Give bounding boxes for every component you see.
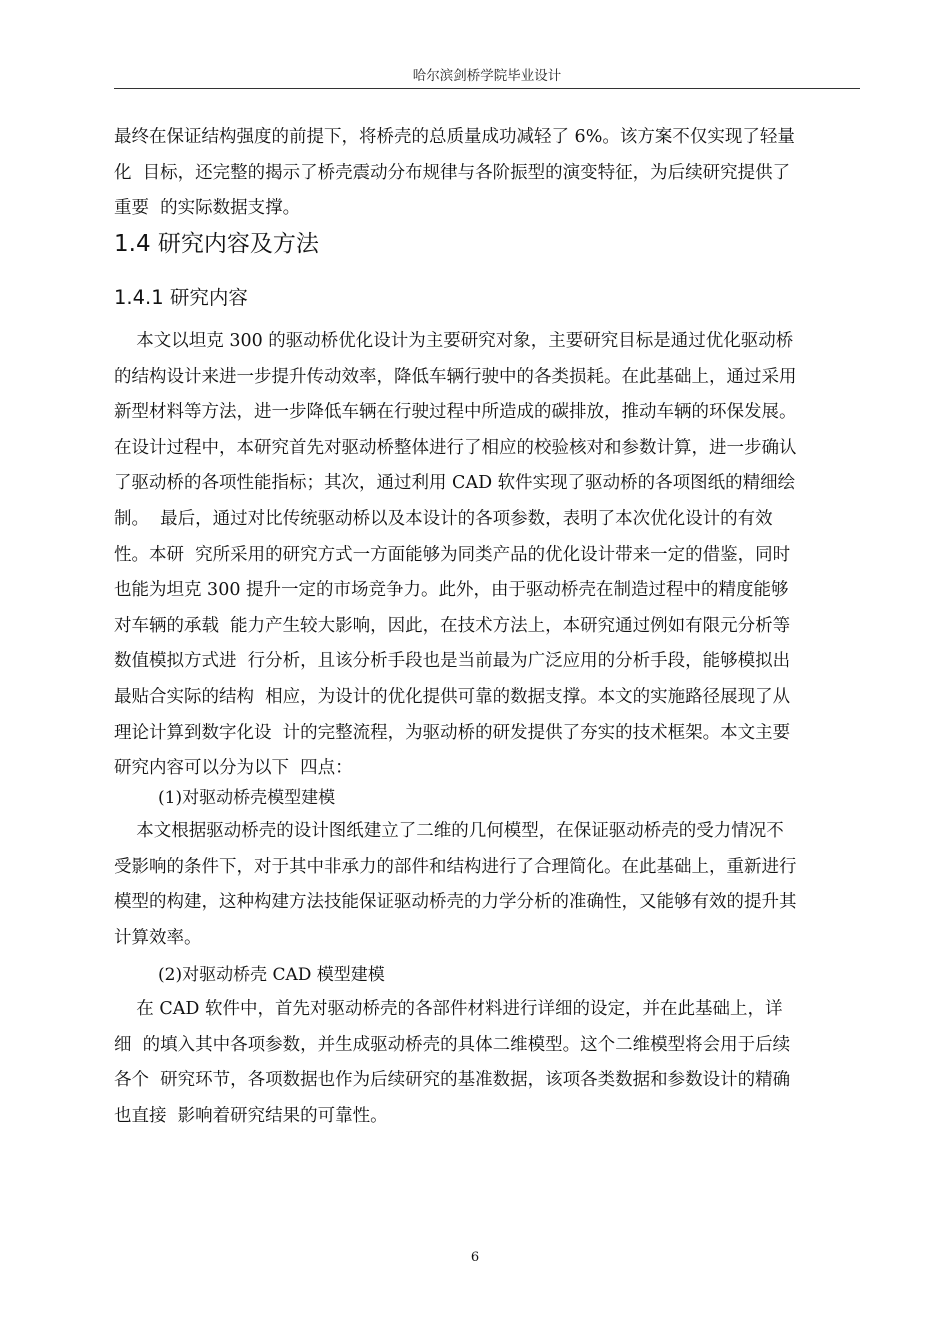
item-2-paragraph	[114, 992, 866, 1134]
section-heading: 1.4 研究内容及方法	[114, 231, 319, 257]
text-line: 的结构设计来进一步提升传动效率，降低车辆行驶中的各类损耗。在此基础上，通过采用	[114, 366, 797, 387]
text-line: 在设计过程中，本研究首先对驱动桥整体进行了相应的校验核对和参数计算，进一步确认	[114, 437, 797, 458]
text-line: 制。 最后，通过对比传统驱动桥以及本设计的各项参数，表明了本次优化设计的有效	[114, 508, 773, 529]
text-line: 也能为坦克 300 提升一定的市场竞争力。此外，由于驱动桥壳在制造过程中的精度能够	[114, 580, 789, 601]
text-line: 新型材料等方法，进一步降低车辆在行驶过程中所造成的碳排放，推动车辆的环保发展。	[114, 402, 797, 423]
text-line: 重要 的实际数据支撑。	[114, 198, 301, 219]
text-line: 细 的填入其中各项参数，并生成驱动桥壳的具体二维模型。这个二维模型将会用于后续	[114, 1034, 791, 1055]
text-line: 化 目标，还完整的揭示了桥壳震动分布规律与各阶振型的演变特征，为后续研究提供了	[114, 162, 791, 183]
item-1-paragraph	[114, 814, 866, 956]
header-divider	[114, 88, 860, 89]
page-number: 6	[470, 1250, 480, 1265]
text-line: 最终在保证结构强度的前提下，将桥壳的总质量成功减轻了 6%。该方案不仅实现了轻量	[114, 127, 795, 147]
text-line: 最贴合实际的结构 相应，为设计的优化提供可靠的数据支撑。本文的实施路径展现了从	[114, 686, 791, 707]
text-line: 在 CAD 软件中，首先对驱动桥壳的各部件材料进行详细的设定，并在此基础上，详	[114, 999, 783, 1019]
item-1-title: (1)对驱动桥壳模型建模	[158, 788, 336, 808]
text-line: 各个 研究环节，各项数据也作为后续研究的基准数据，该项各类数据和参数设计的精确	[114, 1070, 791, 1091]
item-2-title: (2)对驱动桥壳 CAD 模型建模	[158, 965, 385, 985]
text-line: 理论计算到数字化设 计的完整流程，为驱动桥的研发提供了夯实的技术框架。本文主要	[114, 722, 791, 743]
text-line: 计算效率。	[114, 927, 202, 948]
text-line: 对车辆的承载 能力产生较大影响，因此，在技术方法上，本研究通过例如有限元分析等	[114, 615, 791, 636]
text-line: 了驱动桥的各项性能指标；其次，通过利用 CAD 软件实现了驱动桥的各项图纸的精细绘	[114, 473, 796, 494]
text-line: 本文以坦克 300 的驱动桥优化设计为主要研究对象，主要研究目标是通过优化驱动桥	[114, 331, 794, 351]
intro-paragraph	[114, 120, 866, 227]
page-header: 哈尔滨剑桥学院毕业设计	[412, 68, 562, 84]
text-line: 数值模拟方式进 行分析，且该分析手段也是当前最为广泛应用的分析手段，能够模拟出	[114, 651, 791, 672]
subsection-heading: 1.4.1 研究内容	[114, 286, 248, 309]
text-line: 也直接 影响着研究结果的可靠性。	[114, 1105, 388, 1126]
text-line: 模型的构建，这种构建方法技能保证驱动桥壳的力学分析的准确性，又能够有效的提升其	[114, 892, 797, 913]
text-line: 研究内容可以分为以下 四点：	[114, 758, 353, 779]
content-paragraph	[114, 324, 866, 787]
text-line: 性。本研 究所采用的研究方式一方面能够为同类产品的优化设计带来一定的借鉴，同时	[114, 544, 791, 565]
text-line: 受影响的条件下，对于其中非承力的部件和结构进行了合理简化。在此基础上，重新进行	[114, 856, 797, 877]
text-line: 本文根据驱动桥壳的设计图纸建立了二维的几何模型，在保证驱动桥壳的受力情况不	[114, 821, 784, 841]
